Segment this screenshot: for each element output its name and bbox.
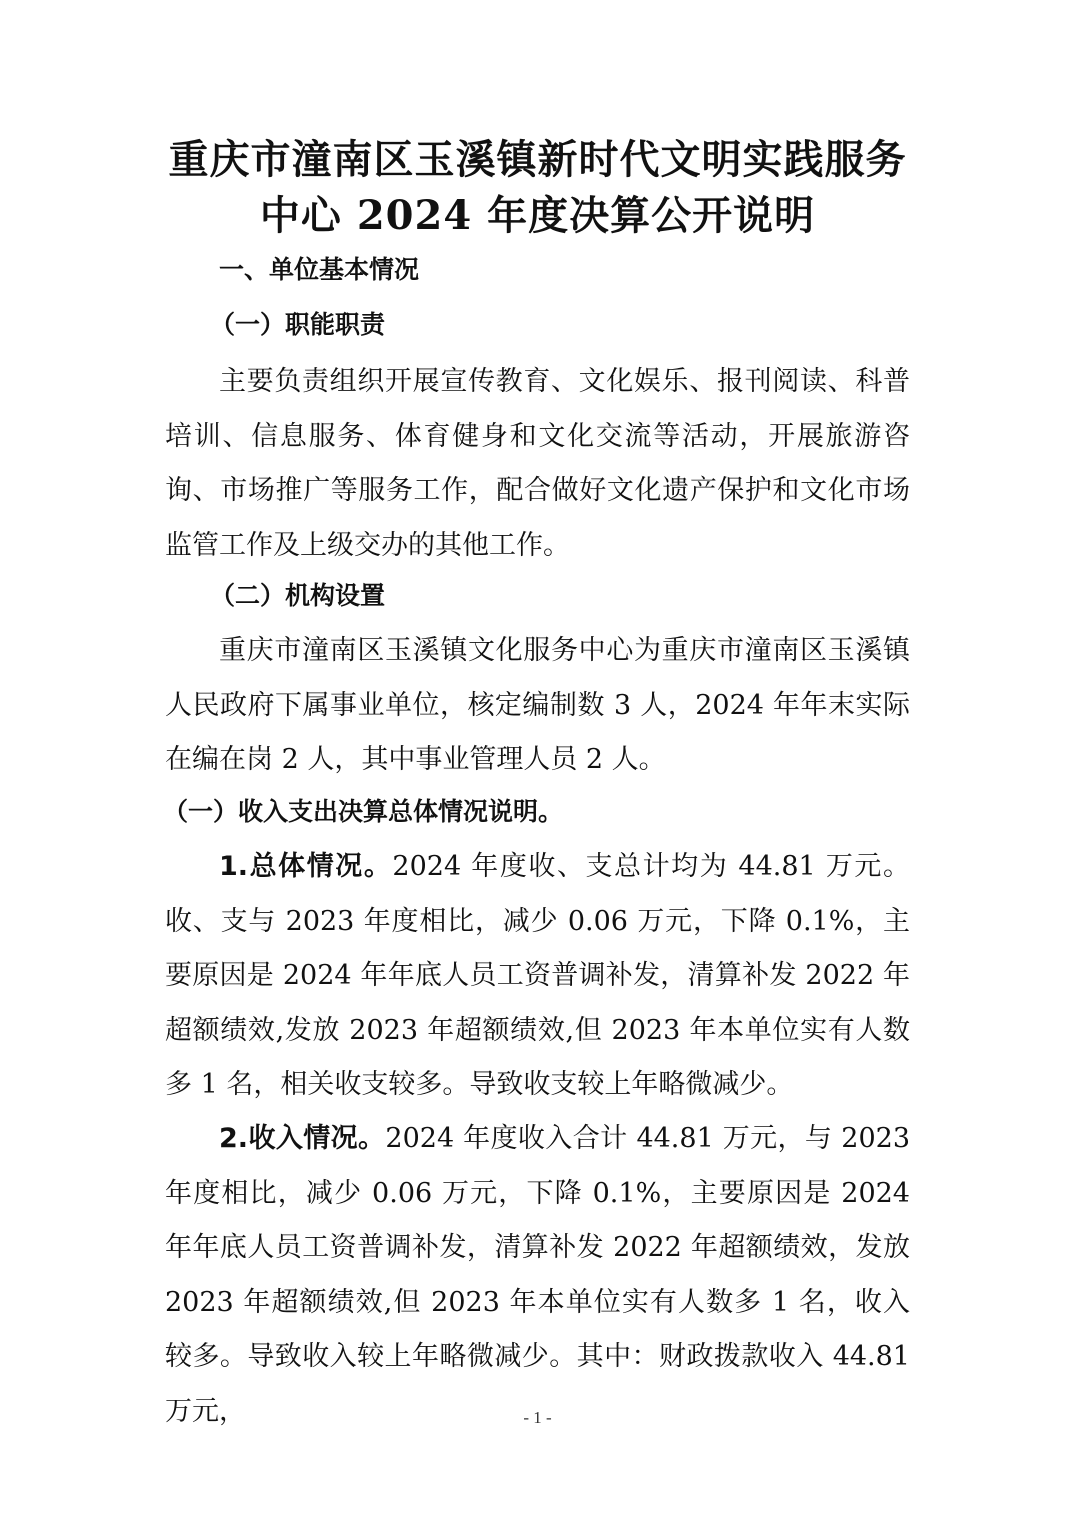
- item-label-overall: 1.总体情况。: [219, 851, 393, 882]
- document-title-line-1: 重庆市潼南区玉溪镇新时代文明实践服务: [168, 136, 907, 183]
- paragraph-overall: [165, 840, 910, 1113]
- item-text-overall: 2024 年度收、支总计均为 44.81 万元。收、支与 2023 年度相比，减少 0.06 万元，下降 0.1%，主要原因是 2024 年年底人员工资普调补发，清算补发 2022 年超额绩效,发放 2023 年超额绩效,但 2023 年本单位实有人数多 1 名，相关收支较多。导致收支较上年略微减少。: [165, 851, 910, 1100]
- subsection-heading-income-expense: （一）收入支出决算总体情况说明。: [163, 797, 564, 826]
- document-title-line-2: 中心 2024 年度决算公开说明: [259, 192, 816, 239]
- page-number: - 1 -: [523, 1408, 552, 1427]
- paragraph-functions: 主要负责组织开展宣传教育、文化娱乐、报刊阅读、科普培训、信息服务、体育健身和文化交流等活动，开展旅游咨询、市场推广等服务工作，配合做好文化遗产保护和文化市场监管工作及上级交办的其他工作。: [165, 366, 910, 561]
- paragraph-organization: 重庆市潼南区玉溪镇文化服务中心为重庆市潼南区玉溪镇人民政府下属事业单位，核定编制数 3 人，2024 年年末实际在编在岗 2 人，其中事业管理人员 2 人。: [165, 635, 910, 775]
- subsection-heading-functions: （一）职能职责: [210, 310, 386, 339]
- section-heading-basic-info: 一、单位基本情况: [219, 255, 420, 284]
- paragraph-income: [165, 1112, 910, 1439]
- item-text-income: 2024 年度收入合计 44.81 万元，与 2023 年度相比，减少 0.06 万元，下降 0.1%，主要原因是 2024 年年底人员工资普调补发，清算补发 2022 年超额绩效，发放 2023 年超额绩效,但 2023 年本单位实有人数多 1 名，收入较多。导致收入较上年略微减少。其中：财政拨款收入 44.81 万元，: [165, 1123, 910, 1427]
- item-label-income: 2.收入情况。: [219, 1123, 386, 1154]
- subsection-heading-organization: （二）机构设置: [210, 581, 386, 610]
